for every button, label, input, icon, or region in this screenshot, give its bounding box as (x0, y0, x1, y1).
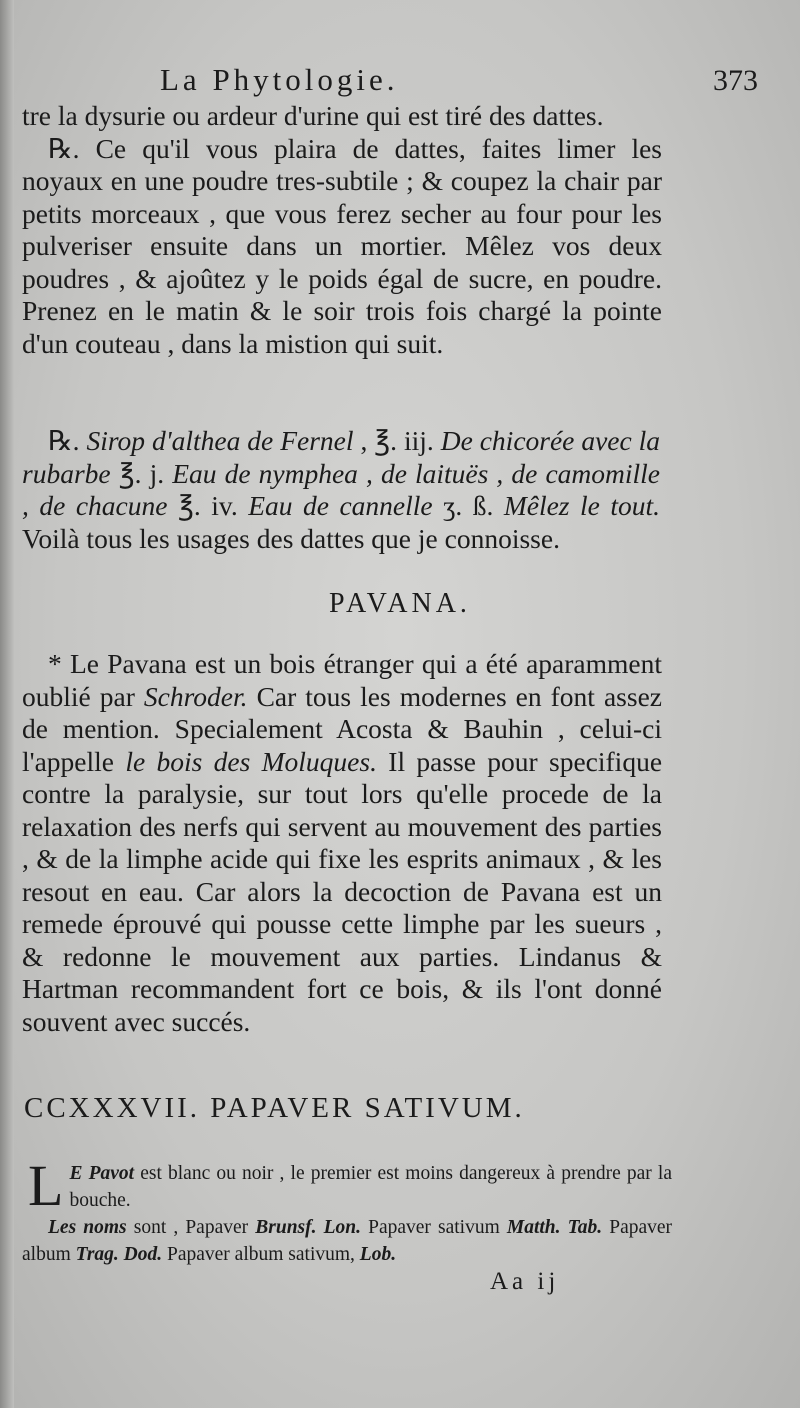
page-number: 373 (713, 64, 758, 97)
papaver-text (22, 1153, 673, 1268)
pavana-text (22, 648, 662, 1038)
section-heading-papaver: CCXXXVII. PAPAVER SATIVUM. (24, 1092, 525, 1124)
paragraph-text: Papaver sativum (368, 1217, 500, 1238)
author-name: Schroder. (143, 680, 248, 712)
paragraph (22, 133, 662, 361)
paragraph (22, 1214, 672, 1268)
paragraph (22, 425, 660, 555)
citation: Matth. Tab. (506, 1217, 603, 1238)
dose: , ℥. iij. (360, 425, 434, 456)
citation: Trag. Dod. (75, 1244, 163, 1265)
paragraph-text: Papaver album (22, 1217, 673, 1265)
ingredient: De chicorée avec la rubarbe (22, 425, 661, 489)
page-gutter-shadow (0, 0, 14, 1408)
term: E Pavot (69, 1163, 135, 1184)
dose: ʒ. ß. (443, 490, 494, 521)
paragraph-text: sont , Papaver (133, 1217, 249, 1238)
recipe-symbol: ℞. (48, 132, 80, 164)
syrup-prescription (22, 425, 660, 555)
paragraph: tre la dysurie ou ardeur d'urine qui est tiré des dattes. (22, 100, 604, 131)
running-title: La Phytologie. (160, 62, 399, 97)
citation: Lob. (359, 1244, 397, 1265)
paragraph-text: Car tous les modernes en font assez de mention. Specialement Acosta & Bauhin , celui-ci l'appelle (22, 680, 662, 777)
paragraph-text: Il passe pour specifique contre la paralysie, sur tout lors qu'elle procede de la relaxation des nerfs qui servent au mouvement des parties , & de la limphe acide qui fixe les esprits animaux , & les resout en eau. Car alors la decoction de Pavana est un remede éprouvé qui pousse cette limphe par les sueurs , & redonne le mouvement aux parties. Lindanus & Hartman recommandent fort ce bois, & ils l'ont donné souvent avec succés. (22, 745, 663, 1037)
paragraph-text: est blanc ou noir , le premier est moins dangereux à prendre par la bouche. (69, 1163, 672, 1211)
paragraph (22, 1153, 672, 1218)
ingredient: Eau de cannelle (248, 490, 433, 521)
paragraph-text: * Le Pavana est un bois étranger qui a été aparamment oublié par (22, 648, 662, 712)
instruction: Mêlez le tout. (503, 490, 660, 521)
paragraph-text: Voilà tous les usages des dattes que je connoisse. (22, 522, 560, 554)
dose: ℥. j. (118, 457, 165, 489)
drop-cap: L (28, 1153, 64, 1218)
paragraph-text: Ce qu'il vous plaira de dattes, faites limer les noyaux en une poudre tres-subtile ; & coupez la chair par petits morceaux , que vous ferez secher au four pour les pulveriser ensuite dans un mortier. Mêlez vos deux poudres , & ajoûtez y le poids égal de sucre, en poudre. Prenez en le matin & le soir trois fois chargé la pointe d'un couteau , dans la mistion qui suit. (22, 132, 662, 359)
ingredient: Sirop d'althea de Fernel (86, 425, 354, 456)
section-heading-pavana: PAVANA. (329, 588, 471, 619)
signature-mark: Aa ij (490, 1268, 560, 1295)
term: Les noms (48, 1217, 127, 1238)
citation: Brunsf. Lon. (255, 1217, 361, 1238)
ingredient: Eau de nymphea , de laituës , de camomille , de chacune (22, 457, 660, 521)
dose: ℥. iv. (177, 490, 238, 521)
paragraph (22, 648, 662, 1038)
dates-recipe-text (22, 100, 662, 360)
paragraph-text: Papaver album sativum, (166, 1244, 355, 1265)
quoted-name: le bois des Moluques. (125, 745, 377, 777)
recipe-symbol: ℞. (48, 425, 80, 456)
running-header (150, 62, 770, 102)
